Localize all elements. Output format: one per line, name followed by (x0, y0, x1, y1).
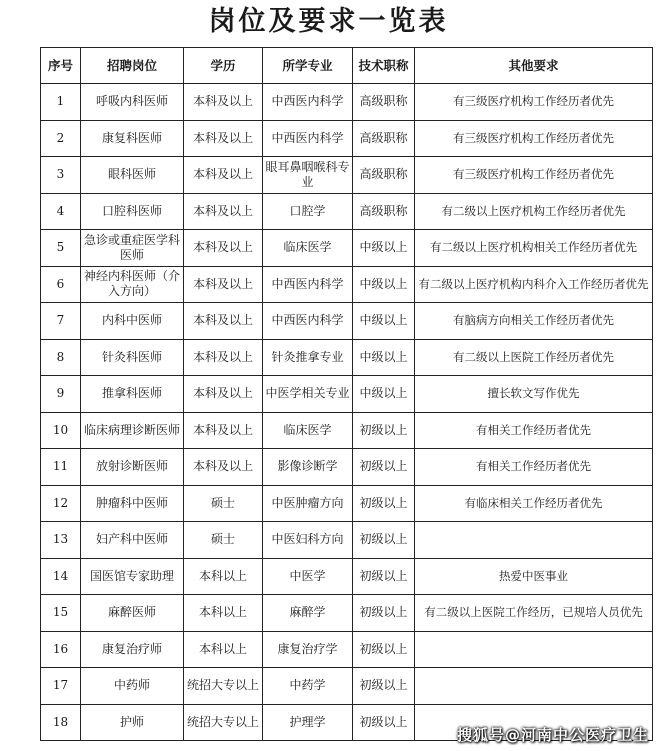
cell-other: 有二级以上医疗机构内科介入工作经历者优先 (415, 266, 653, 303)
cell-education: 本科及以上 (184, 84, 263, 121)
positions-table (40, 47, 653, 741)
cell-title: 中级以上 (353, 230, 415, 267)
header-title: 技术职称 (353, 48, 415, 84)
header-education: 学历 (184, 48, 263, 84)
cell-major: 中医妇科方向 (263, 522, 353, 559)
cell-education: 本科及以上 (184, 339, 263, 376)
table-row (41, 157, 653, 194)
cell-title: 高级职称 (353, 84, 415, 121)
watermark: 搜狐号@河南中公医疗卫生 (456, 726, 649, 744)
cell-index: 11 (41, 449, 81, 486)
cell-title: 初级以上 (353, 485, 415, 522)
table-row (41, 376, 653, 413)
cell-education: 本科及以上 (184, 193, 263, 230)
cell-index: 4 (41, 193, 81, 230)
cell-title: 初级以上 (353, 412, 415, 449)
cell-education: 本科及以上 (184, 449, 263, 486)
cell-title: 初级以上 (353, 558, 415, 595)
cell-education: 统招大专以上 (184, 704, 263, 741)
cell-position: 眼科医师 (81, 157, 184, 194)
cell-title: 中级以上 (353, 376, 415, 413)
cell-title: 高级职称 (353, 157, 415, 194)
cell-major: 针灸推拿专业 (263, 339, 353, 376)
cell-other: 有相关工作经历者优先 (415, 412, 653, 449)
table-row (41, 266, 653, 303)
cell-position: 麻醉医师 (81, 595, 184, 632)
cell-major: 中药学 (263, 668, 353, 705)
cell-position: 内科中医师 (81, 303, 184, 340)
cell-position: 放射诊断医师 (81, 449, 184, 486)
table-row (41, 230, 653, 267)
cell-other: 有三级医疗机构工作经历者优先 (415, 120, 653, 157)
cell-index: 14 (41, 558, 81, 595)
cell-title: 高级职称 (353, 193, 415, 230)
cell-education: 硕士 (184, 522, 263, 559)
cell-major: 中西医内科学 (263, 84, 353, 121)
cell-position: 国医馆专家助理 (81, 558, 184, 595)
cell-title: 高级职称 (353, 120, 415, 157)
cell-position: 急诊或重症医学科医师 (81, 230, 184, 267)
cell-major: 麻醉学 (263, 595, 353, 632)
header-major: 所学专业 (263, 48, 353, 84)
table-row (41, 522, 653, 559)
cell-education: 本科及以上 (184, 120, 263, 157)
cell-index: 15 (41, 595, 81, 632)
cell-position: 呼吸内科医师 (81, 84, 184, 121)
cell-index: 10 (41, 412, 81, 449)
cell-index: 1 (41, 84, 81, 121)
cell-major: 中医学 (263, 558, 353, 595)
cell-title: 初级以上 (353, 631, 415, 668)
header-index: 序号 (41, 48, 81, 84)
table-row (41, 631, 653, 668)
table-row (41, 412, 653, 449)
cell-title: 中级以上 (353, 339, 415, 376)
cell-major: 眼耳鼻咽喉科专业 (263, 157, 353, 194)
cell-major: 影像诊断学 (263, 449, 353, 486)
cell-position: 妇产科中医师 (81, 522, 184, 559)
cell-major: 临床医学 (263, 230, 353, 267)
cell-major: 康复治疗学 (263, 631, 353, 668)
table-row (41, 303, 653, 340)
table-row (41, 558, 653, 595)
cell-index: 18 (41, 704, 81, 741)
cell-other: 有二级以上医院工作经历，已规培人员优先 (415, 595, 653, 632)
cell-education: 本科以上 (184, 595, 263, 632)
cell-education: 硕士 (184, 485, 263, 522)
cell-other: 有相关工作经历者优先 (415, 449, 653, 486)
cell-education: 本科及以上 (184, 230, 263, 267)
cell-position: 针灸科医师 (81, 339, 184, 376)
header-other: 其他要求 (415, 48, 653, 84)
cell-other: 有三级医疗机构工作经历者优先 (415, 157, 653, 194)
cell-index: 12 (41, 485, 81, 522)
cell-index: 2 (41, 120, 81, 157)
cell-position: 神经内科医师（介入方向） (81, 266, 184, 303)
cell-major: 中西医内科学 (263, 120, 353, 157)
cell-major: 中西医内科学 (263, 266, 353, 303)
cell-position: 护师 (81, 704, 184, 741)
cell-title: 初级以上 (353, 595, 415, 632)
cell-index: 3 (41, 157, 81, 194)
cell-other: 有三级医疗机构工作经历者优先 (415, 84, 653, 121)
cell-other (415, 668, 653, 705)
cell-major: 中医学相关专业 (263, 376, 353, 413)
cell-index: 17 (41, 668, 81, 705)
page-title: 岗位及要求一览表 (208, 6, 449, 37)
cell-education: 本科及以上 (184, 303, 263, 340)
cell-index: 5 (41, 230, 81, 267)
cell-index: 9 (41, 376, 81, 413)
cell-education: 本科及以上 (184, 376, 263, 413)
cell-major: 口腔学 (263, 193, 353, 230)
cell-other: 擅长软文写作优先 (415, 376, 653, 413)
cell-index: 8 (41, 339, 81, 376)
cell-position: 康复科医师 (81, 120, 184, 157)
cell-position: 推拿科医师 (81, 376, 184, 413)
cell-other (415, 631, 653, 668)
cell-other: 有脑病方向相关工作经历者优先 (415, 303, 653, 340)
cell-title: 初级以上 (353, 522, 415, 559)
cell-education: 统招大专以上 (184, 668, 263, 705)
table-row (41, 120, 653, 157)
header-position: 招聘岗位 (81, 48, 184, 84)
cell-other: 有二级以上医疗机构工作经历者优先 (415, 193, 653, 230)
cell-title: 中级以上 (353, 266, 415, 303)
table-row (41, 595, 653, 632)
cell-title: 初级以上 (353, 704, 415, 741)
cell-other: 有临床相关工作经历者优先 (415, 485, 653, 522)
cell-index: 7 (41, 303, 81, 340)
table-row (41, 339, 653, 376)
cell-title: 中级以上 (353, 303, 415, 340)
table-row (41, 84, 653, 121)
cell-major: 中西医内科学 (263, 303, 353, 340)
cell-position: 康复治疗师 (81, 631, 184, 668)
cell-other: 热爱中医事业 (415, 558, 653, 595)
cell-title: 初级以上 (353, 449, 415, 486)
cell-other: 有二级以上医疗机构相关工作经历者优先 (415, 230, 653, 267)
cell-index: 13 (41, 522, 81, 559)
cell-education: 本科以上 (184, 631, 263, 668)
table-row (41, 449, 653, 486)
cell-index: 16 (41, 631, 81, 668)
cell-education: 本科及以上 (184, 157, 263, 194)
cell-position: 肿瘤科中医师 (81, 485, 184, 522)
cell-major: 中医肿瘤方向 (263, 485, 353, 522)
table-header-row (41, 48, 653, 84)
cell-education: 本科及以上 (184, 266, 263, 303)
table-row (41, 485, 653, 522)
cell-position: 中药师 (81, 668, 184, 705)
cell-education: 本科以上 (184, 558, 263, 595)
cell-major: 临床医学 (263, 412, 353, 449)
table-row (41, 668, 653, 705)
cell-title: 初级以上 (353, 668, 415, 705)
table-row (41, 193, 653, 230)
cell-education: 本科及以上 (184, 412, 263, 449)
cell-other: 有二级以上医院工作经历者优先 (415, 339, 653, 376)
cell-other (415, 522, 653, 559)
cell-position: 口腔科医师 (81, 193, 184, 230)
cell-position: 临床病理诊断医师 (81, 412, 184, 449)
cell-major: 护理学 (263, 704, 353, 741)
cell-index: 6 (41, 266, 81, 303)
